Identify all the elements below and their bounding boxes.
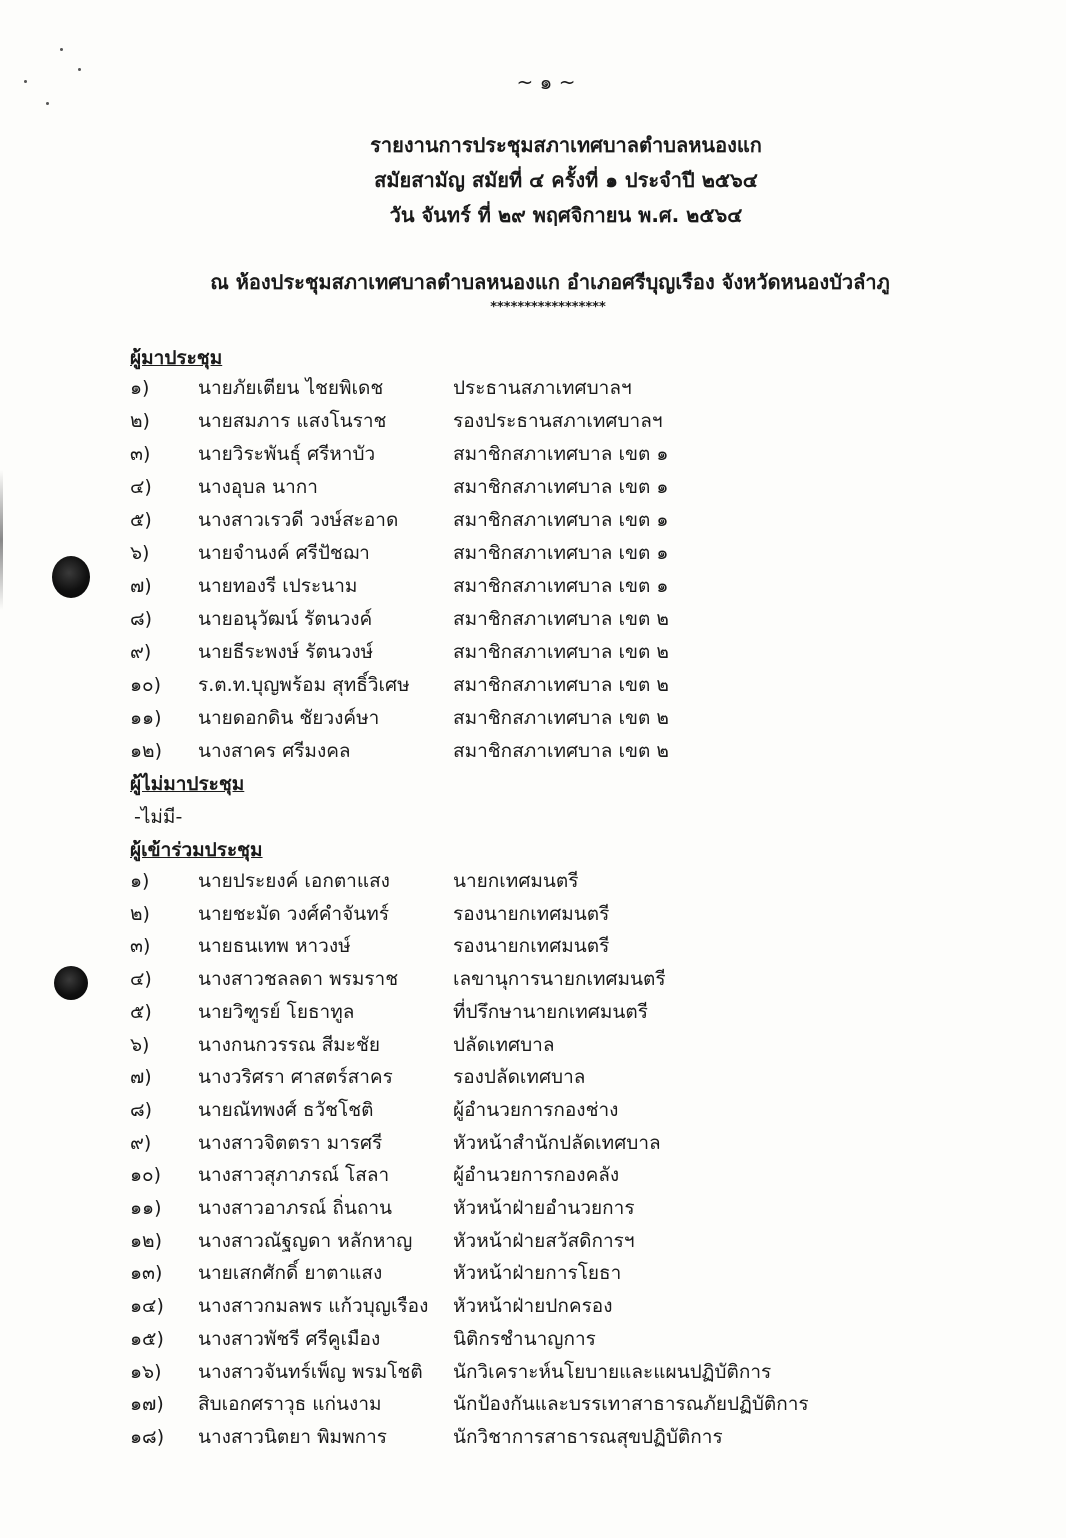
- person-name: นายดอกดิน ชัยวงค์ษา: [198, 707, 380, 729]
- row-number: ๕): [130, 1000, 152, 1023]
- person-role: ผู้อำนวยการกองคลัง: [453, 1164, 620, 1187]
- person-role: นักวิชาการสาธารณสุขปฏิบัติการ: [453, 1425, 723, 1448]
- person-role: ปลัดเทศบาล: [453, 1033, 555, 1056]
- person-name: นางสาวณัฐญดา หลักหาญ: [198, 1229, 413, 1252]
- person-name: นางสาวอาภรณ์ ถิ่นถาน: [198, 1197, 392, 1219]
- row-number: ๑๑): [130, 707, 162, 729]
- person-name: นายเสกศักดิ์ ยาตาแสง: [198, 1262, 383, 1285]
- row-number: ๑๕): [130, 1327, 164, 1350]
- row-number: ๔): [130, 968, 152, 991]
- row-number: ๑๘): [130, 1425, 165, 1448]
- person-name: นายวิระพันธุ์ ศรีหาบัว: [198, 443, 376, 465]
- person-role: ประธานสภาเทศบาลฯ: [453, 377, 632, 399]
- scan-edge-shadow: [0, 470, 3, 610]
- absent-section-title: ผู้ไม่มาประชุม: [130, 773, 245, 795]
- row-number: ๙): [130, 641, 152, 663]
- absent-none-text: -ไม่มี-: [134, 806, 183, 828]
- person-role: ที่ปรึกษานายกเทศมนตรี: [453, 1000, 648, 1023]
- row-number: ๑๖): [130, 1360, 162, 1383]
- person-role: นักวิเคราะห์นโยบายและแผนปฏิบัติการ: [453, 1360, 772, 1383]
- row-number: ๑๔): [130, 1295, 164, 1318]
- person-name: นางสาวเรวดี วงษ์สะอาด: [198, 509, 399, 531]
- person-name: นางสาวจิตตรา มารศรี: [198, 1131, 383, 1154]
- row-number: ๔): [130, 476, 152, 498]
- person-role: สมาชิกสภาเทศบาล เขต ๒: [453, 674, 669, 696]
- row-number: ๑๒): [130, 740, 162, 762]
- person-name: นางอุบล นากา: [198, 476, 318, 498]
- row-number: ๑๐): [130, 674, 162, 696]
- person-name: นางสาวพัชรี ศรีคูเมือง: [198, 1327, 381, 1350]
- person-name: นายอนุวัฒน์ รัตนวงค์: [198, 608, 373, 630]
- punch-hole-icon: [54, 966, 88, 1000]
- row-number: ๑๗): [130, 1393, 164, 1416]
- person-name: สิบเอกศราวุธ แก่นงาม: [198, 1393, 382, 1416]
- person-role: นายกเทศมนตรี: [453, 870, 579, 892]
- person-role: สมาชิกสภาเทศบาล เขต ๒: [453, 740, 669, 762]
- person-role: หัวหน้าสำนักปลัดเทศบาล: [453, 1131, 661, 1154]
- row-number: ๑๒): [130, 1229, 162, 1252]
- person-name: นายชะมัด วงศ์คำจันทร์: [198, 902, 390, 925]
- person-name: นายวิฑูรย์ โยธาทูล: [198, 1000, 355, 1023]
- person-name: นางสาวกมลพร แก้วบุญเรือง: [198, 1295, 429, 1318]
- page-number: ~ ๑ ~: [516, 70, 576, 94]
- meeting-venue: ณ ห้องประชุมสภาเทศบาลตำบลหนองแก อำเภอศรีบุญเรือง จังหวัดหนองบัวลำภู: [210, 270, 890, 294]
- person-role: สมาชิกสภาเทศบาล เขต ๒: [453, 608, 669, 630]
- person-role: นิติกรชำนาญการ: [453, 1327, 596, 1350]
- row-number: ๗): [130, 575, 152, 597]
- person-role: เลขานุการนายกเทศมนตรี: [453, 968, 666, 991]
- header-date: วัน จันทร์ ที่ ๒๙ พฤศจิกายน พ.ศ. ๒๕๖๔: [389, 203, 743, 227]
- row-number: ๑๓): [130, 1262, 163, 1285]
- person-role: หัวหน้าฝ่ายการโยธา: [453, 1262, 622, 1285]
- person-role: รองนายกเทศมนตรี: [453, 935, 610, 958]
- row-number: ๓): [130, 443, 151, 465]
- document-header: [0, 128, 1066, 233]
- attendees-section-title: ผู้เข้าร่วมประชุม: [130, 839, 263, 861]
- person-name: นายประยงค์ เอกตาแสง: [198, 870, 390, 892]
- present-section-title: ผู้มาประชุม: [130, 347, 223, 369]
- person-name: นายภัยเตียน ไชยพิเดช: [198, 377, 384, 399]
- row-number: ๑๑): [130, 1197, 162, 1219]
- row-number: ๘): [130, 1098, 153, 1121]
- person-name: นางสาวจันทร์เพ็ญ พรมโชติ: [198, 1360, 423, 1383]
- person-role: สมาชิกสภาเทศบาล เขต ๒: [453, 707, 669, 729]
- row-number: ๖): [130, 1033, 150, 1056]
- row-number: ๒): [130, 902, 150, 925]
- person-name: นายจำนงค์ ศรีปัชฌา: [198, 542, 370, 564]
- scan-speck: [60, 48, 63, 51]
- separator-stars: *****************: [490, 300, 606, 315]
- person-name: นายสมภาร แสงโนราช: [198, 410, 387, 432]
- person-role: สมาชิกสภาเทศบาล เขต ๑: [453, 542, 669, 564]
- person-role: สมาชิกสภาเทศบาล เขต ๒: [453, 641, 669, 663]
- row-number: ๙): [130, 1131, 152, 1154]
- row-number: ๗): [130, 1066, 152, 1089]
- person-role: หัวหน้าฝ่ายปกครอง: [453, 1295, 613, 1318]
- person-role: รองปลัดเทศบาล: [453, 1066, 586, 1089]
- person-name: นางสาคร ศรีมงคล: [198, 740, 351, 762]
- person-role: สมาชิกสภาเทศบาล เขต ๑: [453, 575, 669, 597]
- person-name: นางกนกวรรณ สีมะชัย: [198, 1033, 381, 1056]
- row-number: ๖): [130, 542, 150, 564]
- person-name: นายทองรี เประนาม: [198, 575, 358, 597]
- person-name: นางสาวสุภาภรณ์ โสลา: [198, 1164, 390, 1187]
- person-role: ผู้อำนวยการกองช่าง: [453, 1098, 619, 1121]
- punch-hole-icon: [52, 556, 90, 598]
- row-number: ๑๐): [130, 1164, 162, 1187]
- scan-speck: [46, 102, 49, 105]
- person-role: หัวหน้าฝ่ายสวัสดิการฯ: [453, 1229, 635, 1252]
- person-role: สมาชิกสภาเทศบาล เขต ๑: [453, 509, 669, 531]
- row-number: ๕): [130, 509, 152, 531]
- person-name: ร.ต.ท.บุญพร้อม สุทธิ์วิเศษ: [198, 674, 410, 696]
- person-name: นายธนเทพ หาวงษ์: [198, 935, 351, 958]
- header-title: รายงานการประชุมสภาเทศบาลตำบลหนองแก: [370, 133, 762, 157]
- row-number: ๘): [130, 608, 153, 630]
- person-name: นายธีระพงษ์ รัตนวงษ์: [198, 641, 374, 663]
- row-number: ๑): [130, 870, 150, 892]
- person-role: นักป้องกันและบรรเทาสาธารณภัยปฏิบัติการ: [453, 1393, 809, 1416]
- person-name: นางสาวชลลดา พรมราช: [198, 968, 399, 991]
- person-name: นางวริศรา ศาสตร์สาคร: [198, 1066, 393, 1089]
- person-role: หัวหน้าฝ่ายอำนวยการ: [453, 1197, 635, 1219]
- person-role: รองนายกเทศมนตรี: [453, 902, 610, 925]
- row-number: ๑): [130, 377, 150, 399]
- row-number: ๓): [130, 935, 151, 958]
- person-role: สมาชิกสภาเทศบาล เขต ๑: [453, 443, 669, 465]
- row-number: ๒): [130, 410, 150, 432]
- header-session: สมัยสามัญ สมัยที่ ๔ ครั้งที่ ๑ ประจำปี ๒๕๖๔: [374, 168, 758, 192]
- person-role: รองประธานสภาเทศบาลฯ: [453, 410, 663, 432]
- person-name: นายณัทพงศ์ ธวัชโชติ: [198, 1098, 374, 1121]
- person-role: สมาชิกสภาเทศบาล เขต ๑: [453, 476, 669, 498]
- person-name: นางสาวนิตยา พิมพการ: [198, 1425, 387, 1448]
